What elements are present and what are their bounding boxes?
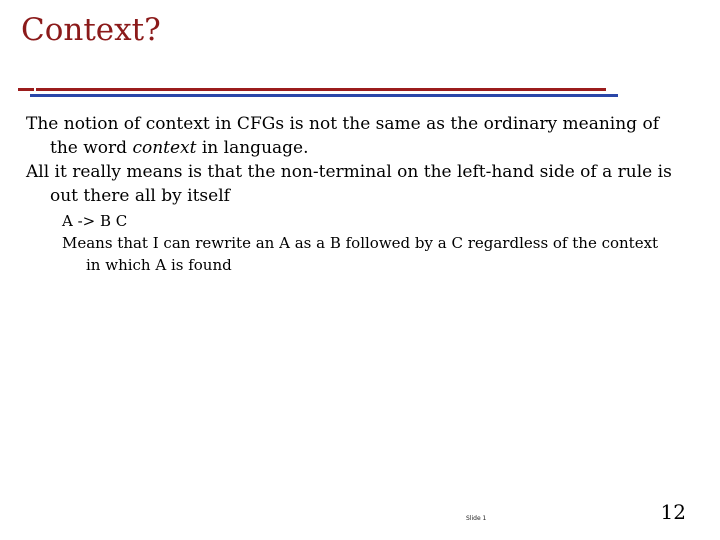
slide-body (26, 112, 676, 276)
bullet-text-after: in language. (196, 138, 309, 158)
slide-label: Slide 1 (466, 515, 487, 522)
page-number: 12 (660, 500, 686, 524)
bullet-meaning: All it really means is that the non-terminal on the left-hand side of a rule is out there all by itself (26, 162, 672, 206)
slide-title: Context? (21, 12, 161, 48)
emphasized-word: context (132, 138, 197, 158)
title-underline-blue (46, 94, 618, 97)
title-underline-red-tick (18, 88, 34, 91)
sub-point-explanation: Means that I can rewrite an A as a B followed by a C regardless of the context in which A is found (62, 234, 659, 274)
sub-point-rule: A -> B C (62, 212, 128, 230)
bullet-text-before: The notion of context in CFGs is not the same as the ordinary meaning of the word (26, 114, 659, 158)
title-underline-red (36, 88, 606, 91)
bullet-context-notion (26, 112, 676, 160)
